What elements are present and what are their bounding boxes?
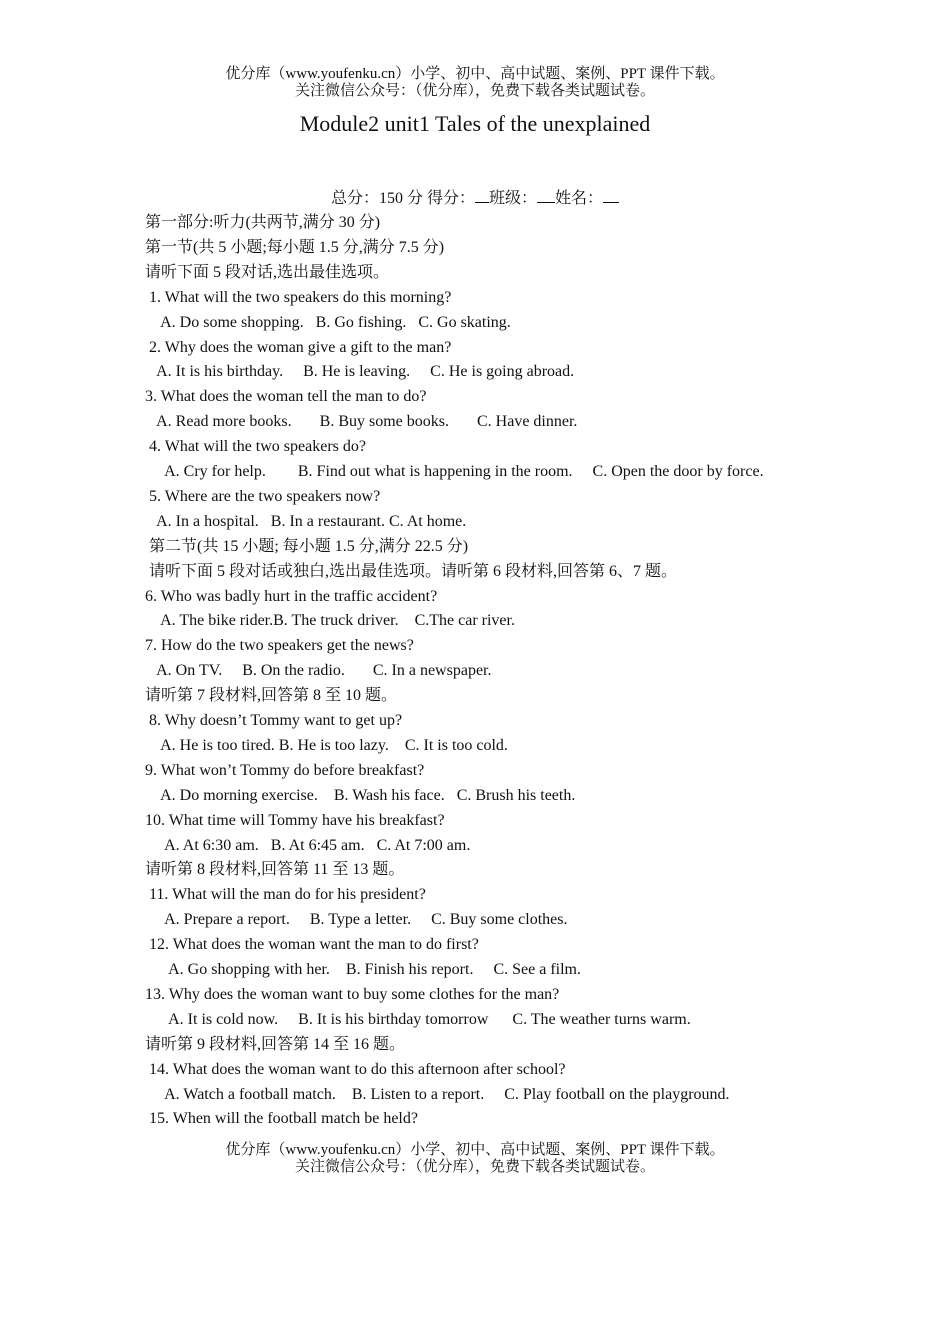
class-blank xyxy=(537,186,555,203)
text-line: 请听第 8 段材料,回答第 11 至 13 题。 xyxy=(145,861,405,879)
text-line: A. At 6:30 am. B. At 6:45 am. C. At 7:00 am. xyxy=(145,836,471,854)
text-line: A. The bike rider.B. The truck driver. C.The car river. xyxy=(145,612,515,630)
text-line: A. On TV. B. On the radio. C. In a newspaper. xyxy=(145,662,492,680)
text-line: 第一部分:听力(共两节,满分 30 分) xyxy=(145,214,381,231)
text-line: A. It is his birthday. B. He is leaving. C. He is going abroad. xyxy=(145,363,575,381)
text-line: 请听下面 5 段对话或独白,选出最佳选项。请听第 6 段材料,回答第 6、7 题。 xyxy=(145,562,678,580)
footer-line-1: 优分库（www.youfenku.cn）小学、初中、高中试题、案例、PPT 课件下载。 xyxy=(225,1142,725,1158)
banner-line-2: 关注微信公众号：（优分库），免费下载各类试题试卷。 xyxy=(294,83,655,99)
text-line: 12. What does the woman want the man to do first? xyxy=(145,936,479,954)
text-line: 9. What won’t Tommy do before breakfast? xyxy=(145,761,425,779)
text-line: 14. What does the woman want to do this afternoon after school? xyxy=(145,1060,566,1078)
text-line: 6. Who was badly hurt in the traffic accident? xyxy=(145,587,438,605)
text-line: 2. Why does the woman give a gift to the man? xyxy=(145,338,452,356)
text-line: 第一节(共 5 小题;每小题 1.5 分,满分 7.5 分) xyxy=(145,238,445,256)
document-title: Module2 unit1 Tales of the unexplained xyxy=(299,111,651,136)
text-line: A. It is cold now. B. It is his birthday tomorrow C. The weather turns warm. xyxy=(145,1010,691,1028)
text-line: 1. What will the two speakers do this morning? xyxy=(145,288,452,306)
text-line: A. He is too tired. B. He is too lazy. C. It is too cold. xyxy=(145,736,508,754)
text-line: 第二节(共 15 小题; 每小题 1.5 分,满分 22.5 分) xyxy=(145,537,469,555)
banner-line-1: 优分库（www.youfenku.cn）小学、初中、高中试题、案例、PPT 课件下载。 xyxy=(225,66,725,82)
score-blank xyxy=(475,186,489,203)
total-score-label: 总分：150 分 得分： xyxy=(330,190,475,207)
text-line: A. Go shopping with her. B. Finish his report. C. See a film. xyxy=(145,961,581,978)
text-line: 4. What will the two speakers do? xyxy=(145,438,366,456)
text-line: 13. Why does the woman want to buy some clothes for the man? xyxy=(145,985,560,1003)
text-line: 请听第 7 段材料,回答第 8 至 10 题。 xyxy=(145,687,398,705)
text-line: 请听第 9 段材料,回答第 14 至 16 题。 xyxy=(145,1035,406,1053)
text-line: A. Read more books. B. Buy some books. C. Have dinner. xyxy=(145,413,578,431)
text-line: A. Do some shopping. B. Go fishing. C. Go skating. xyxy=(145,313,511,331)
text-line: A. In a hospital. B. In a restaurant. C. At home. xyxy=(145,512,467,530)
footer-line-2: 关注微信公众号：（优分库），免费下载各类试题试卷。 xyxy=(294,1159,655,1175)
name-blank xyxy=(603,186,619,203)
text-line: 5. Where are the two speakers now? xyxy=(145,487,381,505)
name-label: 姓名： xyxy=(555,190,604,207)
text-line: A. Prepare a report. B. Type a letter. C. Buy some clothes. xyxy=(145,911,568,929)
text-line: 8. Why doesn’t Tommy want to get up? xyxy=(145,712,403,729)
text-line: A. Do morning exercise. B. Wash his face. C. Brush his teeth. xyxy=(145,786,576,804)
text-line: 15. When will the football match be held? xyxy=(145,1110,418,1128)
text-line: 10. What time will Tommy have his breakfast? xyxy=(145,811,445,829)
text-line: A. Watch a football match. B. Listen to a report. C. Play football on the playground. xyxy=(145,1085,730,1103)
text-line: 请听下面 5 段对话,选出最佳选项。 xyxy=(145,263,390,281)
score-line xyxy=(0,186,950,211)
text-line: A. Cry for help. B. Find out what is happening in the room. C. Open the door by force. xyxy=(145,463,764,480)
text-line: 7. How do the two speakers get the news? xyxy=(145,637,414,655)
class-label: 班级： xyxy=(488,190,537,207)
text-line: 11. What will the man do for his president? xyxy=(145,886,426,904)
footer-banner xyxy=(0,1142,950,1176)
text-line: 3. What does the woman tell the man to do? xyxy=(145,388,427,406)
header-banner xyxy=(0,66,950,100)
